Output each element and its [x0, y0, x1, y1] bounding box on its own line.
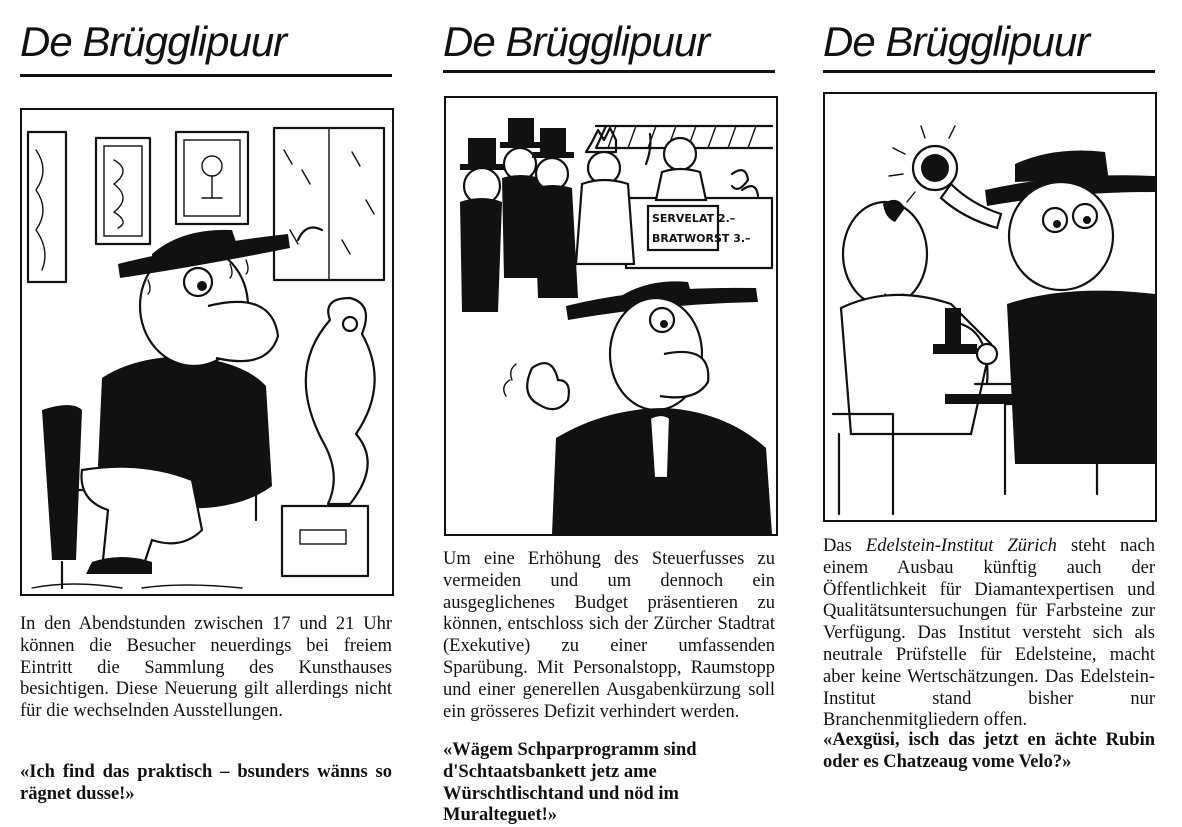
sign-text-servelat: SERVELAT 2.– — [652, 212, 736, 225]
title-rule — [443, 70, 775, 73]
article-text: In den Abendstunden zwischen 17 und 21 Uhr können die Besucher neuerdings bei freiem Eintritt die Sammlung des Kunsthauses besichtigen. Diese Neuerung gilt allerdings nicht für die wechselnden Ausstellungen. — [20, 614, 392, 722]
caption-quote: «Ich find das praktisch – bsunders wänns so rägnet dusse!» — [20, 762, 392, 804]
article-text-prefix: Das — [823, 536, 866, 556]
caption-quote: «Wägem Schparprogramm sind d'Schtaatsbankett jetz ame Würschtlischtand und nöd im Muralteguet!» — [443, 740, 697, 826]
article-text — [823, 536, 1155, 732]
title-rule — [20, 74, 392, 77]
sign-text-bratworst: BRATWORST 3.– — [652, 232, 751, 245]
column-title: De Brügglipuur — [443, 18, 710, 65]
column-title: De Brügglipuur — [823, 18, 1090, 65]
column-title: De Brügglipuur — [20, 18, 287, 65]
article-text: Um eine Erhöhung des Steuerfusses zu vermeiden und um dennoch ein ausgeglichenes Budget präsentieren zu können, entschloss sich der Zürcher Stadtrat (Exekutive) zu einer umfassenden Sparübung. Mit Personalstopp, Raumstopp und einer generellen Ausgabenkürzung soll ein grösseres Defizit verhindert werden. — [443, 549, 775, 722]
article-text-rest: steht nach einem Ausbau künftig auch der Öffentlichkeit für Diamantexpertisen und Qualitätsuntersuchungen für Farbsteine zur Verfügung. Das Institut versteht sich als neutrale Prüfstelle für Edelsteine, macht aber keine Wertschätzungen. Das Edelstein-Institut stand bisher nur Branchenmitgliedern offen. — [823, 536, 1155, 731]
title-rule — [823, 70, 1155, 73]
caption-quote: «Aexgüsi, isch das jetzt en ächte Rubin oder es Chatzeaug vome Velo?» — [823, 730, 1155, 772]
cartoon-gem-institute — [823, 92, 1157, 522]
cartoon-museum — [20, 108, 394, 596]
institute-name: Edelstein-Institut Zürich — [865, 536, 1057, 556]
cartoon-sausage-stand — [444, 96, 778, 536]
